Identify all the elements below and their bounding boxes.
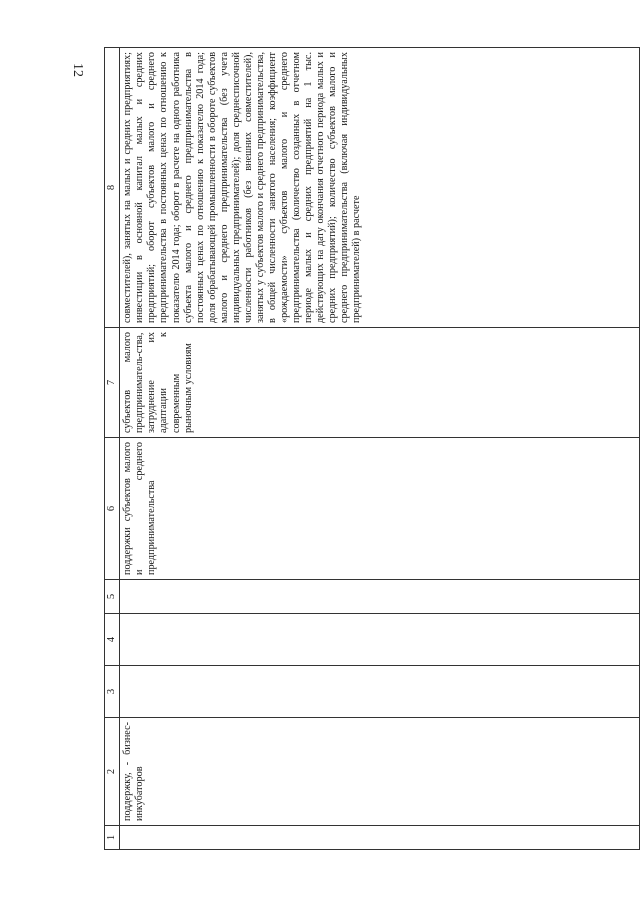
column-header-7: 7 [105,328,120,438]
cell-col-1 [120,826,640,850]
column-header-2: 2 [105,718,120,826]
program-table [104,47,640,850]
page-number: 12 [70,63,85,77]
cell-col-6: поддержки субъектов малого и среднего предпринимательства [120,438,640,580]
column-header-8: 8 [105,48,120,328]
rotated-table-container [104,50,640,850]
column-header-3: 3 [105,666,120,718]
cell-col-2: поддержку, - бизнес-инкубаторов [120,718,640,826]
column-header-6: 6 [105,438,120,580]
cell-col-8: совместителей), занятых на малых и средних предприятиях; инвестиции в основной капитал малых и средних предприятий; оборот субъектов малого и среднего предпринимательства в постоянных ценах по отношению к показателю 2014 года; оборот в расчете на одного работника субъекта малого и среднего предпринимательства в постоянных ценах по отношению к показателю 2014 года; доля обрабатывающей промышленности в обороте субъектов малого и среднего предпринимательства (без учета индивидуальных предпринимателей); доля среднесписочной численности работников (без внешних совместителей), занятых у субъектов малого и среднего предпринимательства, в общей численности занятого населения; коэффициент «рождаемости» субъектов малого и среднего предпринимательства (количество созданных в отчетном периоде малых и средних предприятий на 1 тыс. действующих на дату окончания отчетного периода малых и средних предприятий); количество субъектов малого и среднего предпринимательства (включая индивидуальных предпринимателей) в расчете [120,48,640,328]
table-header-row [105,48,120,850]
column-header-1: 1 [105,826,120,850]
cell-col-5 [120,580,640,614]
table-row [120,48,640,850]
cell-col-3 [120,666,640,718]
column-header-4: 4 [105,614,120,666]
cell-col-4 [120,614,640,666]
cell-col-7: субъектов малого предприниматель-ства, затруднение их адаптации к современным рыночным условиям [120,328,640,438]
column-header-5: 5 [105,580,120,614]
